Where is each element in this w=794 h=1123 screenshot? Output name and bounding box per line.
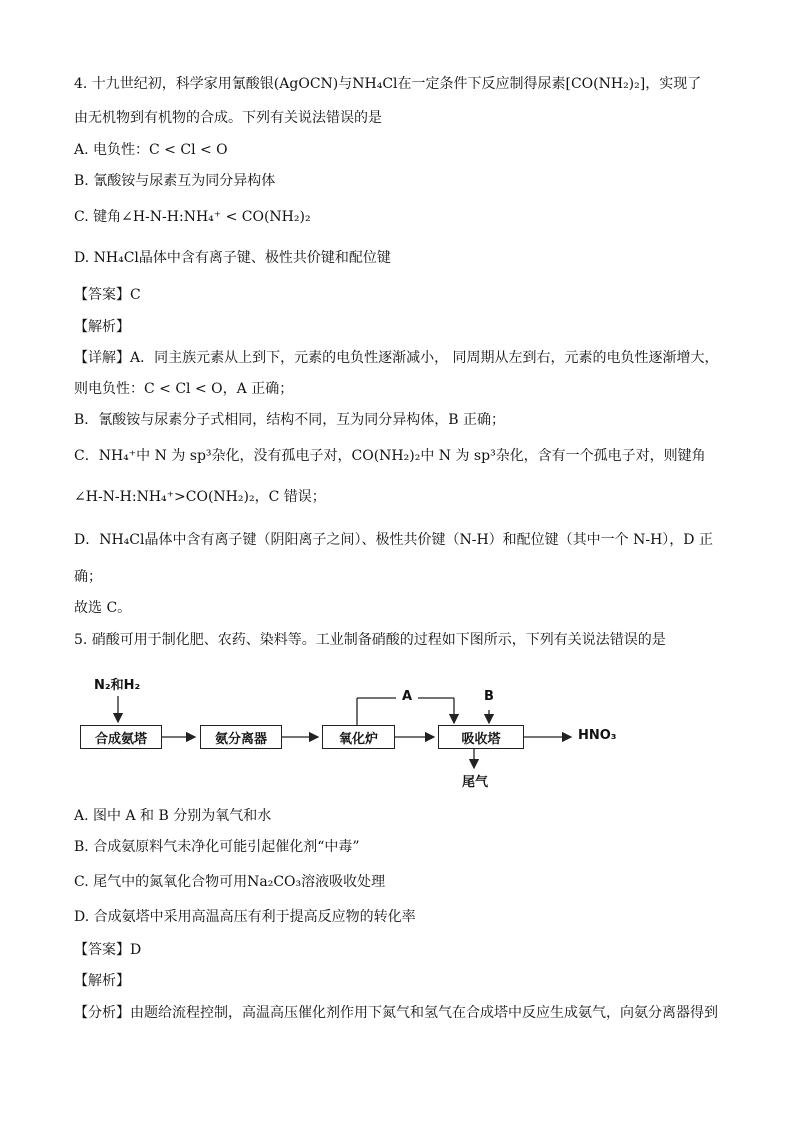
q4-detail-3: B．氰酸铵与尿素分子式相同，结构不同，互为同分异构体，B 正确； (74, 412, 506, 428)
q4-option-b: B. 氰酸铵与尿素互为同分异构体 (74, 173, 276, 189)
q5-analysis-title: 【解析】 (74, 973, 130, 989)
product-label: HNO₃ (578, 728, 617, 743)
q5-analysis-1: 【分析】由题给流程控制，高温高压催化剂作用下氮气和氢气在合成塔中反应生成氨气，向氨分离器得到 (74, 1005, 718, 1021)
absorption-tower-box: 吸收塔 (438, 725, 524, 749)
q5-option-c: C. 尾气中的氮氧化合物可用Na₂CO₃溶液吸收处理 (74, 874, 386, 890)
q4-detail-6: D．NH₄Cl晶体中含有离子键（阴阳离子之间）、极性共价键（N-H）和配位键（其中一个 N-H），D 正 (74, 532, 713, 548)
q4-detail-7: 确； (74, 569, 102, 585)
q4-detail-5: ∠H-N-H:NH₄⁺>CO(NH₂)₂，C 错误； (74, 489, 326, 505)
q4-analysis-title: 【解析】 (74, 319, 130, 335)
label-b: B (484, 689, 494, 704)
q4-answer: 【答案】C (74, 287, 141, 303)
feed-label: N₂和H₂ (94, 678, 141, 693)
label-a: A (402, 689, 413, 704)
oxidation-furnace-box: 氧化炉 (322, 725, 395, 749)
q4-conclusion: 故选 C。 (74, 600, 132, 616)
q5-answer: 【答案】D (74, 942, 142, 958)
tail-gas-label: 尾气 (462, 775, 489, 790)
q4-option-d: D. NH₄Cl晶体中含有离子键、极性共价键和配位键 (74, 250, 391, 266)
ammonia-synthesis-tower-box: 合成氨塔 (80, 725, 162, 749)
q4-detail-1: 【详解】A．同主族元素从上到下，元素的电负性逐渐减小， 同周期从左到右，元素的电负性逐渐增大， (74, 350, 719, 366)
ammonia-separator-box: 氨分离器 (200, 725, 282, 749)
q4-stem-line1: 4. 十九世纪初，科学家用氰酸银(AgOCN)与NH₄Cl在一定条件下反应制得尿素[CO(NH₂)₂]，实现了 (74, 76, 702, 92)
q5-option-a: A. 图中 A 和 B 分别为氧气和水 (74, 808, 272, 824)
q4-option-c: C. 键角∠H-N-H:NH₄⁺ < CO(NH₂)₂ (74, 209, 311, 225)
process-flow-diagram (74, 670, 714, 800)
q4-detail-4: C．NH₄⁺中 N 为 sp³杂化，没有孤电子对，CO(NH₂)₂中 N 为 sp³杂化，含有一个孤电子对，则键角 (74, 448, 706, 464)
q5-option-b: B. 合成氨原料气未净化可能引起催化剂“中毒” (74, 839, 360, 855)
q5-stem: 5. 硝酸可用于制化肥、农药、染料等。工业制备硝酸的过程如下图所示，下列有关说法错误的是 (74, 632, 666, 648)
q5-option-d: D. 合成氨塔中采用高温高压有利于提高反应物的转化率 (74, 909, 416, 925)
q4-detail-2: 则电负性：C < Cl < O，A 正确； (74, 381, 294, 397)
q4-option-a: A. 电负性：C < Cl < O (74, 142, 228, 158)
q4-stem-line2: 由无机物到有机物的合成。下列有关说法错误的是 (74, 110, 382, 126)
